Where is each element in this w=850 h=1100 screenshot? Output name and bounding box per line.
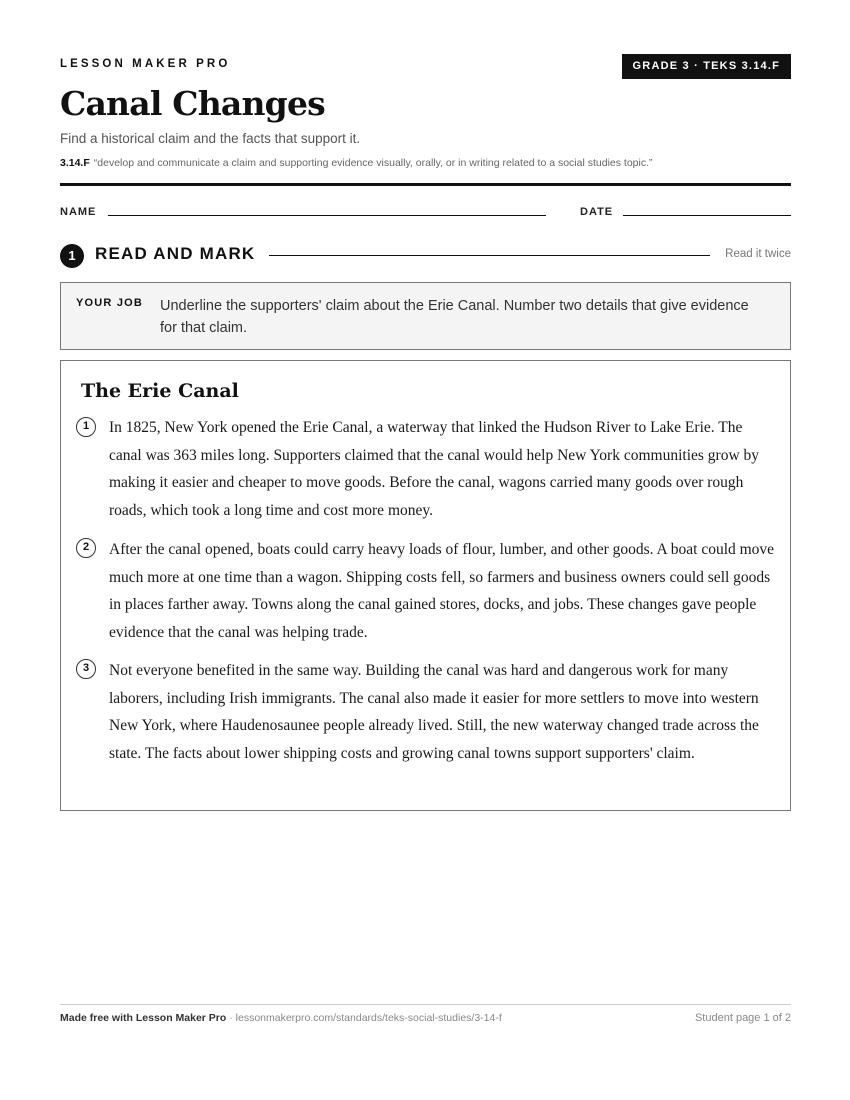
paragraph-3: Not everyone benefited in the same way. Building the canal was hard and dangerous work for many laborers, including Irish immigrants. The canal also made it easier for more settlers to move into western New York, where Haudenosaunee people already lived. Still, the new waterway changed trade across the state. The facts about lower shipping costs and growing canal towns support supporters' claim.: [109, 662, 759, 762]
paragraph-number-3: 3: [76, 659, 96, 679]
section-divider: [269, 255, 710, 256]
footer-divider: [60, 1004, 791, 1005]
section-number-badge: 1: [60, 244, 84, 268]
date-field[interactable]: [623, 215, 791, 216]
grade-badge: GRADE 3 · TEKS 3.14.F: [622, 54, 791, 79]
your-job-box: [60, 282, 791, 350]
brand-name: LESSON MAKER PRO: [60, 58, 231, 70]
paragraph-1: In 1825, New York opened the Erie Canal, a waterway that linked the Hudson River to Lake Erie. The canal was 363 miles long. Supporters claimed that the canal would help New York communities grow by making it easier and cheaper to move goods. Before the canal, wagons carried many goods over rough roads, which took a long time and cost more money.: [109, 419, 760, 519]
paragraph-2: After the canal opened, boats could carry heavy loads of flour, lumber, and other goods. A boat could move much more at one time than a wagon. Shipping costs fell, so farmers and business owners could sell goods in places farther away. Towns along the canal gained stores, docks, and jobs. These changes gave people evidence that the canal was helping trade.: [109, 541, 775, 641]
footer-url[interactable]: · lessonmakerpro.com/standards/teks-social-studies/3-14-f: [226, 1012, 502, 1024]
paragraph-number-2: 2: [76, 538, 96, 558]
page-subtitle: Find a historical claim and the facts that support it.: [60, 131, 361, 146]
your-job-text: Underline the supporters' claim about the Erie Canal. Number two details that give evidence for that claim.: [160, 298, 749, 336]
footer-page-number: Student page 1 of 2: [694, 1012, 791, 1024]
standard-code: 3.14.F: [60, 157, 90, 169]
page-title: Canal Changes: [60, 84, 325, 123]
paragraph-number-1: 1: [76, 417, 96, 437]
footer-made-with: Made free with Lesson Maker Pro: [60, 1012, 227, 1024]
worksheet-page: [60, 0, 791, 1100]
section-note: Read it twice: [725, 248, 791, 260]
reading-passage-box: [60, 360, 791, 811]
standard-text: “develop and communicate a claim and supporting evidence visually, orally, or in writing related to a social studies topic.”: [93, 157, 653, 169]
date-label: DATE: [580, 206, 614, 218]
name-field[interactable]: [108, 215, 546, 216]
header-divider: [60, 183, 791, 186]
standard-line: [60, 157, 653, 169]
footer-credit: [60, 1012, 502, 1024]
reading-title: The Erie Canal: [81, 380, 239, 402]
name-label: NAME: [60, 206, 97, 218]
your-job-label: YOUR JOB: [76, 297, 144, 309]
section-title: READ AND MARK: [95, 244, 256, 263]
